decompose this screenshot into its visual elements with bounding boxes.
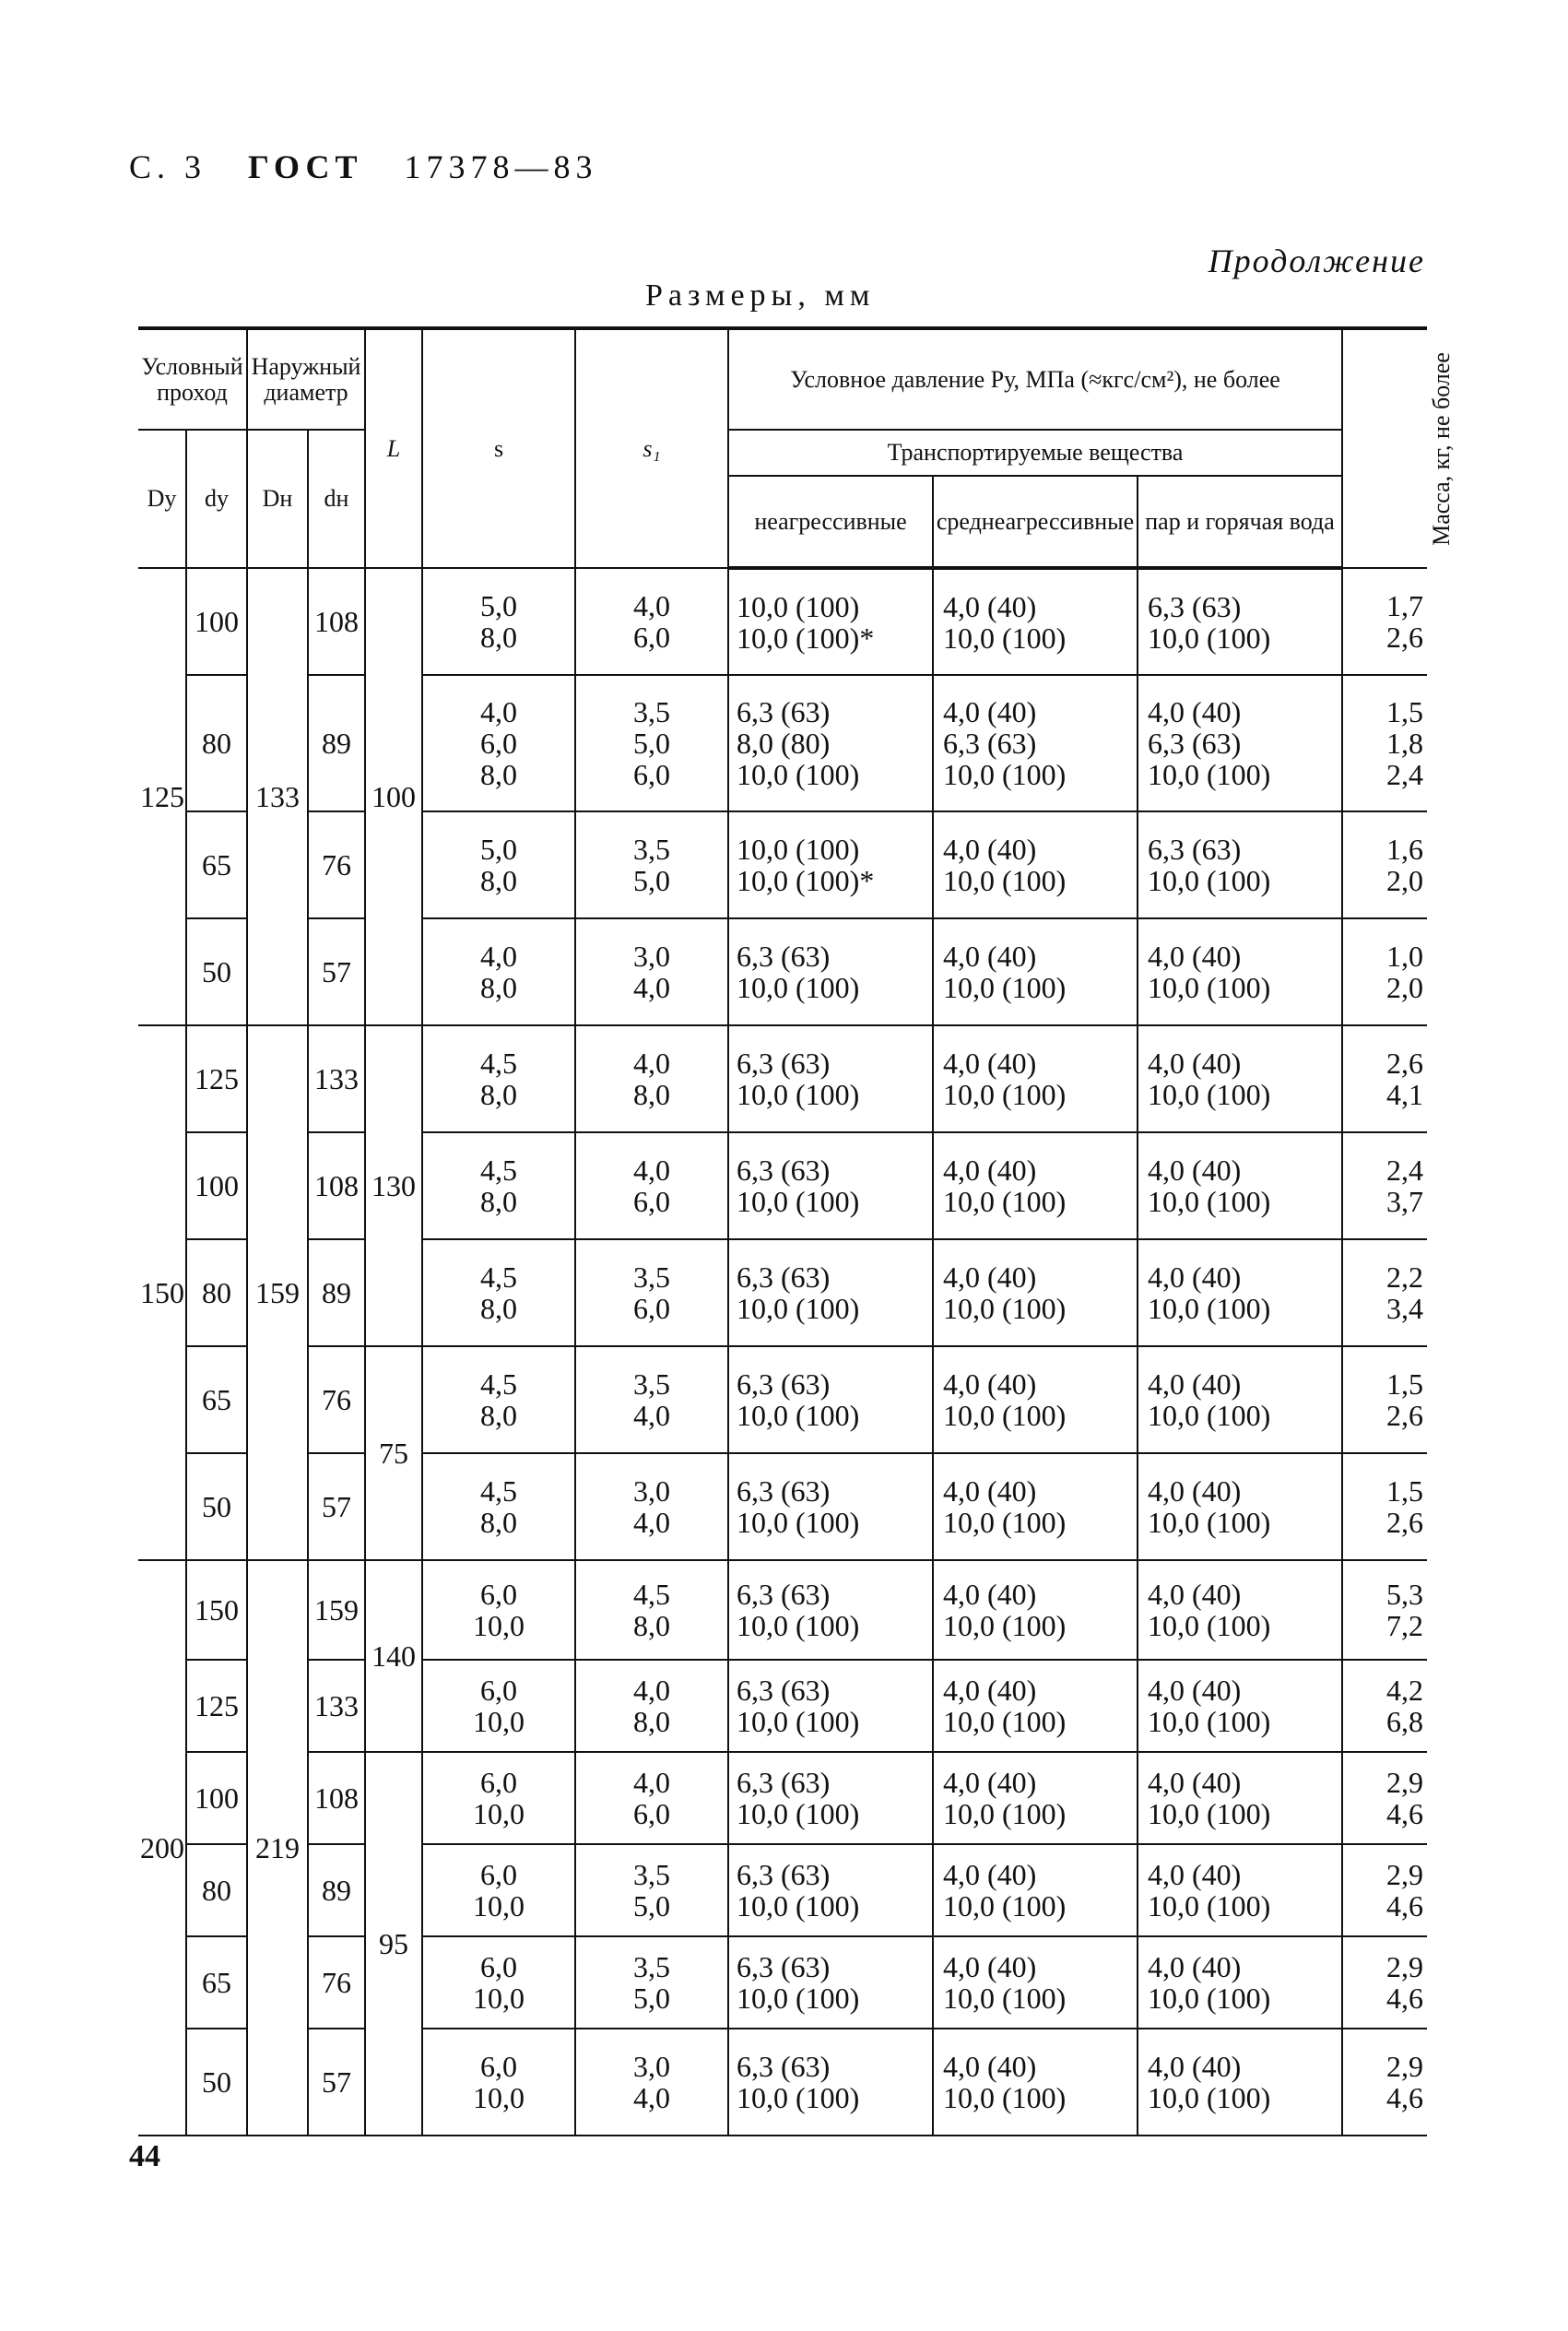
cell-non-aggressive: 6,3 (63) 10,0 (100): [728, 1346, 933, 1453]
cell-non-aggressive: 6,3 (63) 10,0 (100): [728, 1844, 933, 1936]
cell-medium-aggressive: 4,0 (40) 10,0 (100): [933, 568, 1138, 675]
cell-medium-aggressive: 4,0 (40) 10,0 (100): [933, 1239, 1138, 1346]
cell-non-aggressive: 6,3 (63) 10,0 (100): [728, 1453, 933, 1560]
cell-non-aggressive: 6,3 (63) 10,0 (100): [728, 1239, 933, 1346]
cell-dy: 150: [186, 1560, 247, 1660]
cell-dn: 159: [308, 1560, 365, 1660]
cell-s1: 3,5 6,0: [575, 1239, 728, 1346]
cell-mass: 2,2 3,4: [1342, 1239, 1427, 1346]
cell-s: 4,5 8,0: [422, 1239, 575, 1346]
cell-s: 5,0 8,0: [422, 568, 575, 675]
cell-steam: 4,0 (40) 10,0 (100): [1138, 1660, 1342, 1752]
cell-s1: 3,5 5,0: [575, 1844, 728, 1936]
cell-L: 100: [365, 568, 422, 1025]
cell-s1: 4,0 6,0: [575, 1752, 728, 1844]
header-s: s: [422, 328, 575, 568]
table-row: [138, 1560, 1427, 1660]
cell-dy: 125: [186, 1025, 247, 1132]
cell-mass: 4,2 6,8: [1342, 1660, 1427, 1752]
cell-s1: 3,5 5,0: [575, 1936, 728, 2029]
cell-steam: 4,0 (40) 10,0 (100): [1138, 1132, 1342, 1239]
cell-steam: 4,0 (40) 10,0 (100): [1138, 1844, 1342, 1936]
cell-dy: 65: [186, 1346, 247, 1453]
cell-non-aggressive: 6,3 (63) 10,0 (100): [728, 1936, 933, 2029]
cell-s: 4,5 8,0: [422, 1025, 575, 1132]
cell-s1: 3,5 4,0: [575, 1346, 728, 1453]
cell-mass: 2,9 4,6: [1342, 2029, 1427, 2136]
header-s1: s₁: [575, 328, 728, 568]
cell-dy: 80: [186, 1844, 247, 1936]
cell-non-aggressive: 10,0 (100) 10,0 (100)*: [728, 811, 933, 918]
cell-s: 6,0 10,0: [422, 1844, 575, 1936]
cell-steam: 4,0 (40) 10,0 (100): [1138, 1453, 1342, 1560]
table-row: [138, 1025, 1427, 1132]
cell-dn: 57: [308, 1453, 365, 1560]
cell-dn: 133: [308, 1025, 365, 1132]
cell-Dy: 150: [138, 1025, 186, 1560]
cell-steam: 4,0 (40) 10,0 (100): [1138, 1560, 1342, 1660]
cell-mass: 2,4 3,7: [1342, 1132, 1427, 1239]
table-row: [138, 1346, 1427, 1453]
header-dn: dн: [308, 430, 365, 568]
cell-steam: 4,0 (40) 10,0 (100): [1138, 1936, 1342, 2029]
cell-dn: 133: [308, 1660, 365, 1752]
cell-steam: 4,0 (40) 10,0 (100): [1138, 1346, 1342, 1453]
cell-s1: 3,0 4,0: [575, 1453, 728, 1560]
cell-dn: 89: [308, 675, 365, 811]
cell-s1: 3,5 5,0: [575, 811, 728, 918]
cell-mass: 1,5 2,6: [1342, 1346, 1427, 1453]
cell-mass: 2,9 4,6: [1342, 1844, 1427, 1936]
page-number: 44: [129, 2139, 160, 2173]
cell-s: 6,0 10,0: [422, 2029, 575, 2136]
cell-steam: 4,0 (40) 10,0 (100): [1138, 1239, 1342, 1346]
cell-medium-aggressive: 4,0 (40) 10,0 (100): [933, 1132, 1138, 1239]
cell-non-aggressive: 6,3 (63) 10,0 (100): [728, 2029, 933, 2136]
table-row: [138, 1936, 1427, 2029]
cell-dn: 108: [308, 568, 365, 675]
cell-s1: 4,0 6,0: [575, 1132, 728, 1239]
cell-dy: 50: [186, 918, 247, 1025]
cell-steam: 4,0 (40) 6,3 (63) 10,0 (100): [1138, 675, 1342, 811]
cell-s: 4,5 8,0: [422, 1453, 575, 1560]
header-pressure: Условное давление Pу, МПа (≈кгс/см²), не более: [728, 328, 1342, 430]
table-row: [138, 1660, 1427, 1752]
cell-medium-aggressive: 4,0 (40) 10,0 (100): [933, 1660, 1138, 1752]
cell-s1: 3,0 4,0: [575, 918, 728, 1025]
cell-medium-aggressive: 4,0 (40) 10,0 (100): [933, 1844, 1138, 1936]
header-non-aggressive: неагрессивные: [728, 476, 933, 568]
header-Dy: Dу: [138, 430, 186, 568]
cell-s: 6,0 10,0: [422, 1560, 575, 1660]
header-dy: dу: [186, 430, 247, 568]
cell-steam: 4,0 (40) 10,0 (100): [1138, 918, 1342, 1025]
cell-s1: 4,0 6,0: [575, 568, 728, 675]
cell-mass: 2,9 4,6: [1342, 1936, 1427, 2029]
cell-s: 6,0 10,0: [422, 1936, 575, 2029]
cell-Dn: 133: [247, 568, 308, 1025]
cell-mass: 1,5 2,6: [1342, 1453, 1427, 1560]
cell-s: 6,0 10,0: [422, 1660, 575, 1752]
table-row: [138, 1239, 1427, 1346]
cell-dy: 80: [186, 675, 247, 811]
cell-dn: 89: [308, 1844, 365, 1936]
cell-dy: 80: [186, 1239, 247, 1346]
header-medium-aggressive: среднеагрессивные: [933, 476, 1138, 568]
cell-dn: 57: [308, 918, 365, 1025]
cell-Dy: 200: [138, 1560, 186, 2136]
table-row: [138, 1132, 1427, 1239]
cell-dy: 50: [186, 1453, 247, 1560]
cell-s: 4,0 8,0: [422, 918, 575, 1025]
dimensions-table: [138, 326, 1455, 2136]
header-substances: Транспортируемые вещества: [728, 430, 1342, 476]
cell-medium-aggressive: 4,0 (40) 10,0 (100): [933, 1346, 1138, 1453]
cell-dy: 65: [186, 811, 247, 918]
cell-dy: 100: [186, 568, 247, 675]
standard-number: 17378—83: [404, 148, 598, 185]
cell-L: 75: [365, 1346, 422, 1560]
cell-medium-aggressive: 4,0 (40) 10,0 (100): [933, 1025, 1138, 1132]
cell-s: 4,5 8,0: [422, 1346, 575, 1453]
header-mass: [1342, 328, 1455, 568]
cell-mass: 1,7 2,6: [1342, 568, 1427, 675]
cell-medium-aggressive: 4,0 (40) 10,0 (100): [933, 918, 1138, 1025]
cell-dn: 76: [308, 1936, 365, 2029]
cell-dy: 65: [186, 1936, 247, 2029]
cell-dy: 100: [186, 1752, 247, 1844]
header-nominal-bore: Условный проход: [138, 328, 247, 430]
cell-medium-aggressive: 4,0 (40) 10,0 (100): [933, 1453, 1138, 1560]
cell-s: 4,0 6,0 8,0: [422, 675, 575, 811]
cell-Dn: 159: [247, 1025, 308, 1560]
cell-medium-aggressive: 4,0 (40) 10,0 (100): [933, 811, 1138, 918]
cell-Dn: 219: [247, 1560, 308, 2136]
continuation-label: Продолжение: [1208, 243, 1425, 279]
table-row: [138, 1844, 1427, 1936]
cell-mass: 1,6 2,0: [1342, 811, 1427, 918]
cell-mass: 1,0 2,0: [1342, 918, 1427, 1025]
table-row: [138, 1453, 1427, 1560]
cell-non-aggressive: 6,3 (63) 10,0 (100): [728, 1660, 933, 1752]
table-body: [138, 568, 1427, 2136]
cell-dn: 108: [308, 1132, 365, 1239]
cell-non-aggressive: 6,3 (63) 8,0 (80) 10,0 (100): [728, 675, 933, 811]
cell-mass: 2,6 4,1: [1342, 1025, 1427, 1132]
cell-steam: 6,3 (63) 10,0 (100): [1138, 568, 1342, 675]
cell-dy: 100: [186, 1132, 247, 1239]
table-row: [138, 2029, 1427, 2136]
cell-s: 5,0 8,0: [422, 811, 575, 918]
cell-dn: 108: [308, 1752, 365, 1844]
cell-mass: 2,9 4,6: [1342, 1752, 1427, 1844]
cell-medium-aggressive: 4,0 (40) 10,0 (100): [933, 1752, 1138, 1844]
cell-s1: 4,0 8,0: [575, 1025, 728, 1132]
cell-medium-aggressive: 4,0 (40) 10,0 (100): [933, 1560, 1138, 1660]
cell-s: 6,0 10,0: [422, 1752, 575, 1844]
cell-dy: 125: [186, 1660, 247, 1752]
header-L: L: [365, 328, 422, 568]
cell-Dy: 125: [138, 568, 186, 1025]
table-row: [138, 811, 1427, 918]
cell-medium-aggressive: 4,0 (40) 10,0 (100): [933, 1936, 1138, 2029]
cell-dn: 76: [308, 811, 365, 918]
cell-medium-aggressive: 4,0 (40) 10,0 (100): [933, 2029, 1138, 2136]
cell-L: 140: [365, 1560, 422, 1752]
cell-steam: 4,0 (40) 10,0 (100): [1138, 1025, 1342, 1132]
table-row: [138, 918, 1427, 1025]
standard-label: ГОСТ: [248, 148, 363, 185]
cell-s1: 3,5 5,0 6,0: [575, 675, 728, 811]
header-mass-text: Масса, кг, не более: [1427, 351, 1455, 546]
cell-L: 130: [365, 1025, 422, 1346]
cell-s1: 4,5 8,0: [575, 1560, 728, 1660]
cell-s1: 4,0 8,0: [575, 1660, 728, 1752]
page-header: [129, 148, 597, 186]
cell-non-aggressive: 10,0 (100) 10,0 (100)*: [728, 568, 933, 675]
cell-dn: 57: [308, 2029, 365, 2136]
table-row: [138, 568, 1427, 675]
table-row: [138, 1752, 1427, 1844]
cell-non-aggressive: 6,3 (63) 10,0 (100): [728, 1752, 933, 1844]
cell-mass: 5,3 7,2: [1342, 1560, 1427, 1660]
page-label: С. 3: [129, 148, 207, 185]
table-row: [138, 675, 1427, 811]
cell-non-aggressive: 6,3 (63) 10,0 (100): [728, 1560, 933, 1660]
cell-non-aggressive: 6,3 (63) 10,0 (100): [728, 1025, 933, 1132]
cell-L: 95: [365, 1752, 422, 2136]
header-Dn: Dн: [247, 430, 308, 568]
cell-s1: 3,0 4,0: [575, 2029, 728, 2136]
table-caption: Размеры, мм: [645, 278, 876, 313]
cell-dn: 76: [308, 1346, 365, 1453]
cell-steam: 6,3 (63) 10,0 (100): [1138, 811, 1342, 918]
cell-steam: 4,0 (40) 10,0 (100): [1138, 2029, 1342, 2136]
cell-non-aggressive: 6,3 (63) 10,0 (100): [728, 1132, 933, 1239]
cell-s: 4,5 8,0: [422, 1132, 575, 1239]
cell-mass: 1,5 1,8 2,4: [1342, 675, 1427, 811]
cell-non-aggressive: 6,3 (63) 10,0 (100): [728, 918, 933, 1025]
cell-steam: 4,0 (40) 10,0 (100): [1138, 1752, 1342, 1844]
cell-dy: 50: [186, 2029, 247, 2136]
header-outer-diameter: Наружный диаметр: [247, 328, 365, 430]
cell-dn: 89: [308, 1239, 365, 1346]
header-steam: пар и горячая вода: [1138, 476, 1342, 568]
cell-medium-aggressive: 4,0 (40) 6,3 (63) 10,0 (100): [933, 675, 1138, 811]
